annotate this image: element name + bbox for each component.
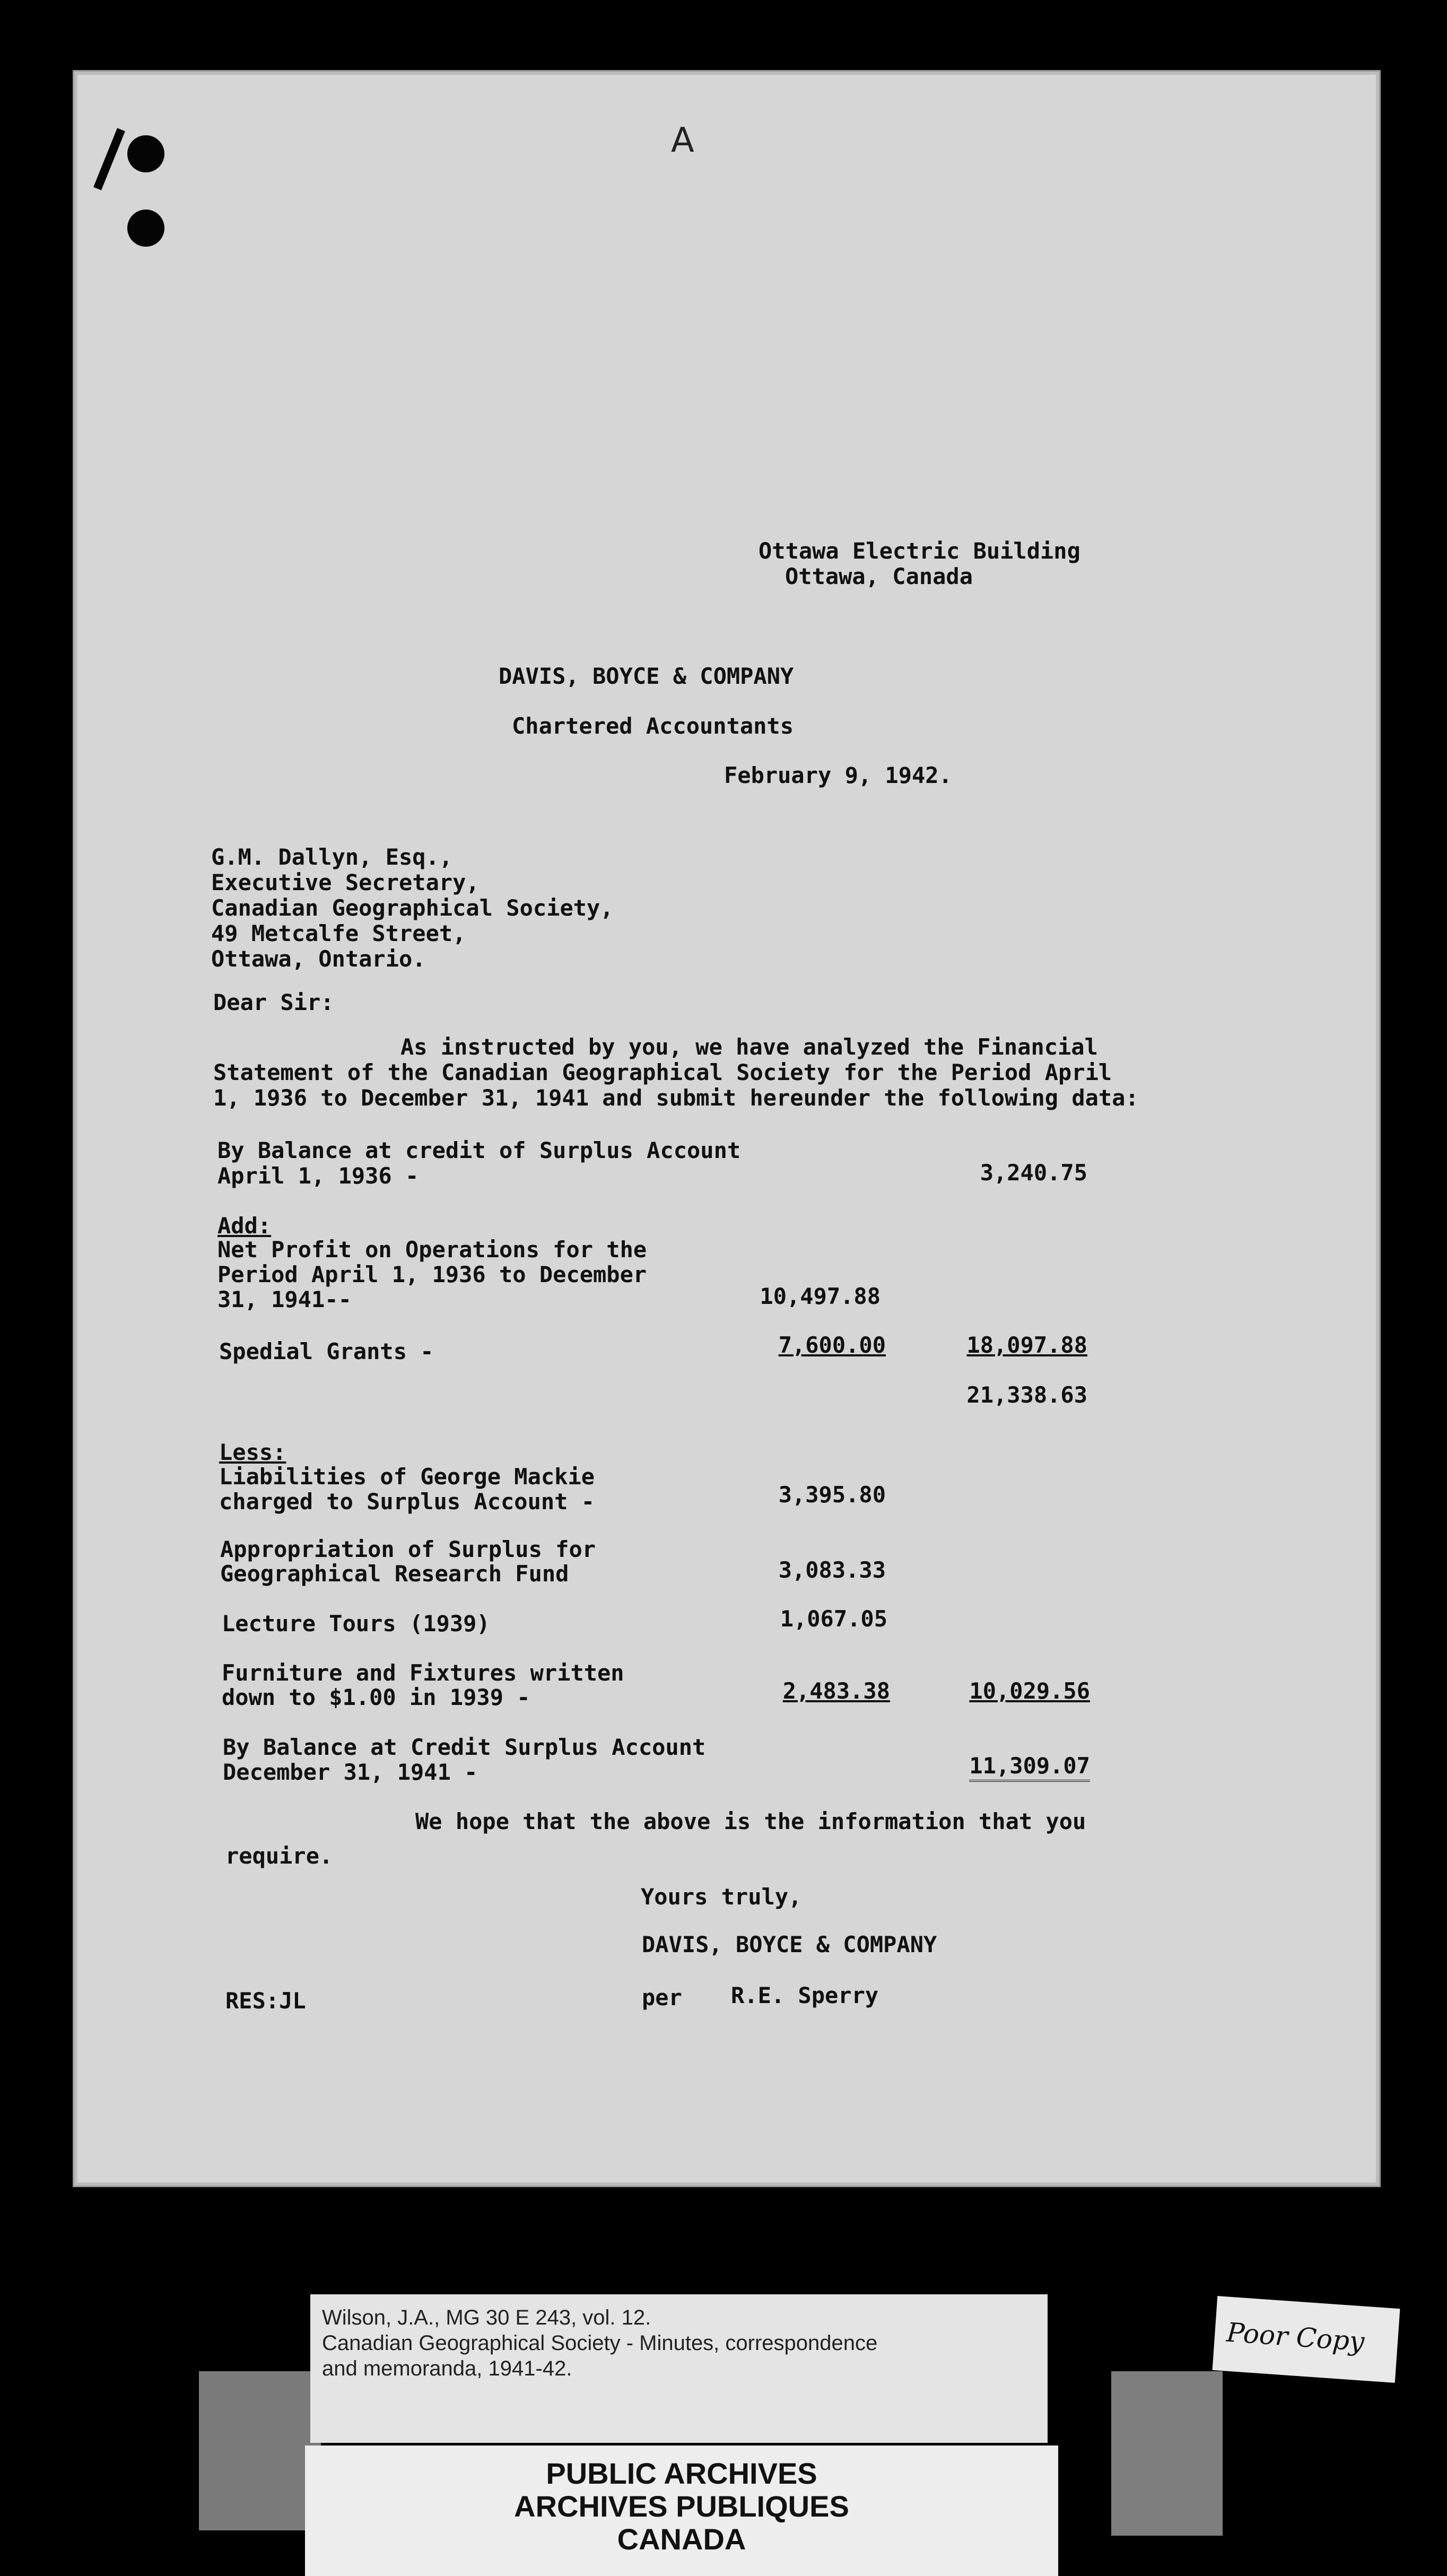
closing-total [899,1755,1090,1777]
handwritten-mark: A [671,121,694,160]
recipient-line-2: Executive Secretary, [211,869,480,895]
intro-line-2: Statement of the Canadian Geographical Society for the Period April [213,1059,1112,1085]
liabilities-amount: 3,395.80 [778,1482,886,1508]
punch-hole-top [127,135,164,172]
opening-total: 3,240.75 [980,1160,1087,1186]
letter-date: February 9, 1942. [724,762,952,788]
subtotal: 21,338.63 [966,1382,1087,1408]
add-total: 18,097.88 [966,1332,1087,1358]
binder-clip-right [1111,2371,1223,2536]
per-label: per [642,1985,682,2011]
punch-hole-bottom [127,210,164,247]
hope-line-1: We hope that the above is the information that you [415,1808,1086,1834]
archive-label-line-2: Canadian Geographical Society - Minutes, correspondence [322,2331,878,2355]
signer-name: R.E. Sperry [731,1982,879,2008]
closing-label-2: December 31, 1941 - [223,1759,478,1785]
address-line-1: Ottawa Electric Building [759,538,1080,564]
stamp-line-3: CANADA [617,2522,746,2556]
liabilities-line-2: charged to Surplus Account - [219,1489,595,1515]
yours-truly: Yours truly, [641,1884,802,1910]
special-grants-label: Spedial Grants - [219,1338,434,1364]
closing-label-1: By Balance at Credit Surplus Account [223,1734,706,1760]
lecture-tours-label: Lecture Tours (1939) [222,1611,490,1637]
signature-firm: DAVIS, BOYCE & COMPANY [642,1931,937,1957]
firm-profession: Chartered Accountants [512,713,794,739]
less-heading: Less: [219,1439,286,1465]
net-profit-amount: 10,497.88 [760,1283,881,1309]
intro-line-1: As instructed by you, we have analyzed the Financial [400,1034,1098,1060]
stamp-line-2: ARCHIVES PUBLIQUES [514,2490,849,2523]
liabilities-line-1: Liabilities of George Mackie [219,1464,595,1490]
recipient-line-5: Ottawa, Ontario. [211,946,426,972]
stamp-line-1: PUBLIC ARCHIVES [546,2457,817,2490]
archive-label-line-1: Wilson, J.A., MG 30 E 243, vol. 12. [322,2306,651,2329]
archives-stamp [305,2446,1058,2576]
address-line-2: Ottawa, Canada [785,563,973,589]
add-heading: Add: [217,1213,272,1239]
appropriation-line-1: Appropriation of Surplus for [220,1536,596,1562]
recipient-line-3: Canadian Geographical Society, [211,895,614,921]
appropriation-amount: 3,083.33 [778,1557,886,1583]
recipient-line-4: 49 Metcalfe Street, [211,920,466,946]
appropriation-line-2: Geographical Research Fund [220,1561,569,1587]
opening-label-1: By Balance at credit of Surplus Account [217,1137,741,1163]
furniture-line-1: Furniture and Fixtures written [222,1660,624,1686]
net-profit-line-1: Net Profit on Operations for the [217,1237,647,1263]
furniture-amount: 2,483.38 [782,1678,890,1704]
special-grants-amount: 7,600.00 [778,1332,886,1358]
poor-copy-text: Poor Copy [1225,2317,1366,2357]
intro-line-3: 1, 1936 to December 31, 1941 and submit hereunder the following data: [213,1085,1139,1111]
furniture-line-2: down to $1.00 in 1939 - [222,1684,530,1710]
opening-label-2: April 1, 1936 - [217,1163,419,1189]
net-profit-line-3: 31, 1941-- [217,1286,352,1312]
closing-total-value: 11,309.07 [969,1753,1090,1782]
poor-copy-note [1213,2296,1400,2383]
reference-initials: RES:JL [225,1988,306,2014]
recipient-line-1: G.M. Dallyn, Esq., [211,844,453,870]
salutation: Dear Sir: [213,989,334,1015]
binder-clip-left [199,2371,321,2530]
lecture-tours-amount: 1,067.05 [780,1606,887,1632]
less-total: 10,029.56 [969,1678,1090,1704]
archive-label-line-3: and memoranda, 1941-42. [322,2357,572,2380]
hope-line-2: require. [225,1843,333,1869]
net-profit-line-2: Period April 1, 1936 to December [217,1261,647,1287]
firm-name: DAVIS, BOYCE & COMPANY [499,663,794,689]
archive-label [310,2294,1048,2443]
